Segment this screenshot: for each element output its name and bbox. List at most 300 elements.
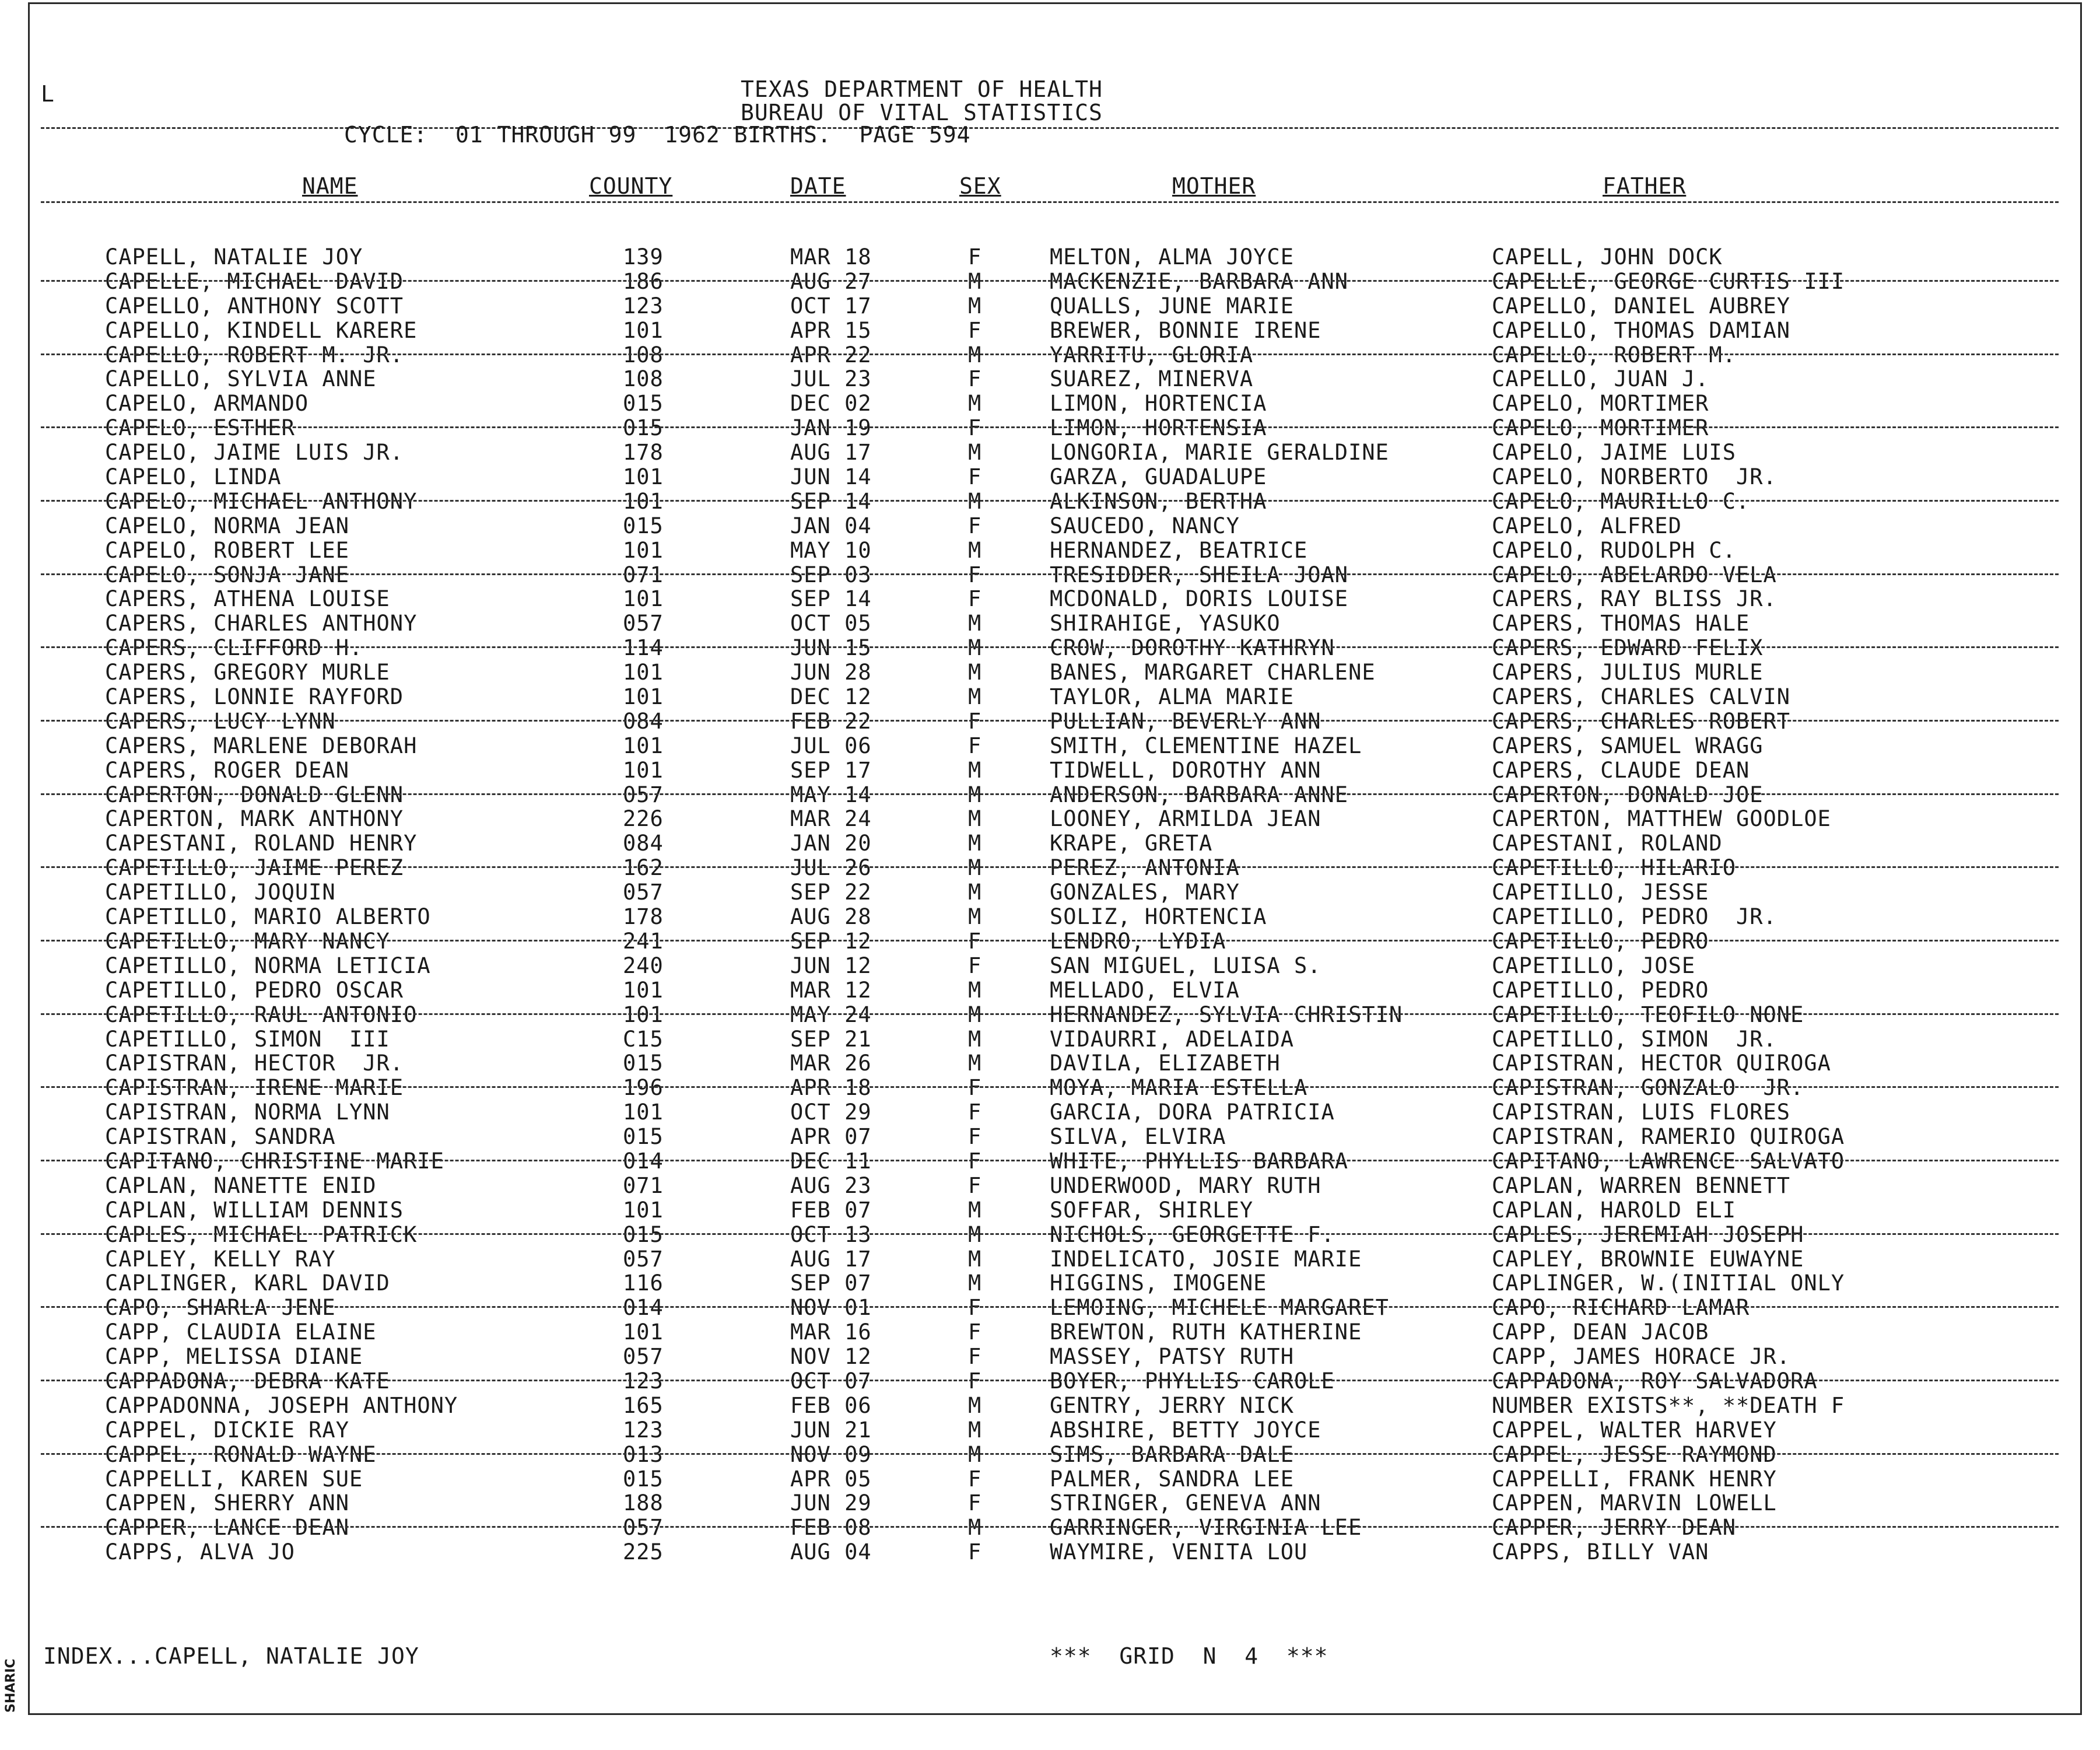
cell-date: SEP 21 <box>790 1026 872 1052</box>
side-label: SHARIC <box>3 1658 18 1713</box>
table-row <box>0 978 2100 1003</box>
table-row <box>0 1516 2100 1540</box>
cell-mother: LENDRO, LYDIA <box>1050 928 1226 954</box>
guide-rule <box>41 280 2059 282</box>
cell-mother: DAVILA, ELIZABETH <box>1050 1051 1281 1076</box>
cell-father: CAPISTRAN, HECTOR QUIROGA <box>1492 1051 1831 1076</box>
cell-date: MAY 10 <box>790 537 872 563</box>
cell-date: AUG 17 <box>790 1246 872 1272</box>
cell-mother: BANES, MARGARET CHARLENE <box>1050 660 1376 685</box>
cell-date: OCT 29 <box>790 1100 872 1125</box>
cell-sex: M <box>968 1002 982 1027</box>
cell-mother: WHITE, PHYLLIS BARBARA <box>1050 1148 1349 1174</box>
table-row <box>0 905 2100 929</box>
cell-name: CAPERS, CLIFFORD H. <box>105 635 363 661</box>
cell-name: CAPETILLO, MARY NANCY <box>105 928 390 954</box>
agency-title: TEXAS DEPARTMENT OF HEALTH <box>741 76 1103 102</box>
cell-county: 101 <box>623 488 664 514</box>
cell-father: CAPETILLO, PEDRO <box>1492 928 1709 954</box>
cell-father: CAPETILLO, JOSE <box>1492 953 1696 978</box>
table-row <box>0 270 2100 294</box>
cell-father: CAPISTRAN, RAMERIO QUIROGA <box>1492 1124 1845 1150</box>
cell-sex: M <box>968 537 982 563</box>
cell-date: APR 05 <box>790 1466 872 1492</box>
cell-mother: NICHOLS, GEORGETTE F. <box>1050 1222 1335 1247</box>
cell-date: MAR 26 <box>790 1051 872 1076</box>
cell-date: SEP 14 <box>790 488 872 514</box>
cell-father: CAPETILLO, JESSE <box>1492 880 1709 905</box>
cell-mother: GENTRY, JERRY NICK <box>1050 1392 1294 1418</box>
table-row <box>0 856 2100 880</box>
column-header-county: COUNTY <box>589 173 673 199</box>
cell-county: 071 <box>623 562 664 587</box>
cell-county: 165 <box>623 1392 664 1418</box>
cell-name: CAPPELLI, KAREN SUE <box>105 1466 363 1492</box>
cell-father: CAPERS, CLAUDE DEAN <box>1492 757 1750 783</box>
cell-mother: WAYMIRE, VENITA LOU <box>1050 1539 1308 1565</box>
cell-name: CAPPEL, RONALD WAYNE <box>105 1441 377 1467</box>
cell-father: CAPPS, BILLY VAN <box>1492 1539 1709 1565</box>
cell-county: 196 <box>623 1075 664 1101</box>
table-row <box>0 489 2100 514</box>
table-row <box>0 1345 2100 1369</box>
cell-name: CAPERS, ROGER DEAN <box>105 757 349 783</box>
cell-date: AUG 23 <box>790 1172 872 1198</box>
cell-date: SEP 03 <box>790 562 872 587</box>
table-row <box>0 807 2100 831</box>
guide-rule <box>41 354 2059 355</box>
cell-father: CAPELO, NORBERTO JR. <box>1492 464 1777 490</box>
cell-county: 101 <box>623 317 664 343</box>
table-row <box>0 1100 2100 1125</box>
cell-county: 084 <box>623 708 664 734</box>
cell-name: CAPPEN, SHERRY ANN <box>105 1490 349 1516</box>
cell-father: CAPLES, JEREMIAH JOSEPH <box>1492 1222 1804 1247</box>
cell-county: 015 <box>623 1222 664 1247</box>
cell-sex: F <box>968 317 982 343</box>
cell-father: CAPLAN, HAROLD ELI <box>1492 1197 1736 1223</box>
cell-father: CAPETILLO, PEDRO <box>1492 977 1709 1003</box>
cell-sex: M <box>968 611 982 636</box>
cell-name: CAPISTRAN, SANDRA <box>105 1124 336 1150</box>
cell-sex: F <box>968 1295 982 1321</box>
cell-mother: BREWER, BONNIE IRENE <box>1050 317 1321 343</box>
cell-mother: VIDAURRI, ADELAIDA <box>1050 1026 1294 1052</box>
cell-name: CAPELLO, ANTHONY SCOTT <box>105 293 404 318</box>
cycle-line: CYCLE: 01 THROUGH 99 1962 BIRTHS. PAGE 594 <box>344 122 971 148</box>
table-row <box>0 367 2100 391</box>
cell-name: CAPELLO, KINDELL KARERE <box>105 317 418 343</box>
cell-name: CAPETILLO, JAIME PEREZ <box>105 855 404 881</box>
cell-county: C15 <box>623 1026 664 1052</box>
cell-mother: PEREZ, ANTONIA <box>1050 855 1240 881</box>
guide-rule <box>41 500 2059 502</box>
cell-mother: GARCIA, DORA PATRICIA <box>1050 1100 1335 1125</box>
cell-sex: M <box>968 342 982 368</box>
cell-sex: F <box>968 708 982 734</box>
cell-name: CAPERS, CHARLES ANTHONY <box>105 611 418 636</box>
cell-mother: YARRITU, GLORIA <box>1050 342 1254 368</box>
cell-name: CAPELLO, ROBERT M. JR. <box>105 342 404 368</box>
cell-name: CAPERS, LONNIE RAYFORD <box>105 684 404 710</box>
cell-county: 101 <box>623 1197 664 1223</box>
cell-county: 123 <box>623 1417 664 1443</box>
cell-county: 057 <box>623 782 664 807</box>
cell-sex: F <box>968 1466 982 1492</box>
table-row <box>0 783 2100 807</box>
cell-father: CAPETILLO, PEDRO JR. <box>1492 904 1777 930</box>
cell-father: CAPELL, JOHN DOCK <box>1492 244 1723 270</box>
cell-date: AUG 17 <box>790 440 872 466</box>
cell-sex: F <box>968 464 982 490</box>
cell-sex: F <box>968 733 982 758</box>
cell-sex: M <box>968 440 982 466</box>
table-row <box>0 611 2100 636</box>
cell-sex: M <box>968 1222 982 1247</box>
cell-name: CAPELLE, MICHAEL DAVID <box>105 268 404 294</box>
cell-county: 240 <box>623 953 664 978</box>
cell-sex: M <box>968 488 982 514</box>
header-rule <box>41 127 2059 129</box>
cell-name: CAPETILLO, RAUL ANTONIO <box>105 1002 418 1027</box>
table-row <box>0 1467 2100 1492</box>
cell-county: 015 <box>623 1466 664 1492</box>
table-row <box>0 1003 2100 1027</box>
cell-father: CAPERS, THOMAS HALE <box>1492 611 1750 636</box>
cell-sex: F <box>968 415 982 441</box>
cell-name: CAPP, MELISSA DIANE <box>105 1344 363 1370</box>
guide-rule <box>41 720 2059 722</box>
table-row <box>0 294 2100 318</box>
cell-county: 114 <box>623 635 664 661</box>
cell-father: CAPELLO, ROBERT M. <box>1492 342 1736 368</box>
cell-mother: ALKINSON, BERTHA <box>1050 488 1267 514</box>
cell-sex: F <box>968 1539 982 1565</box>
cell-mother: TRESIDDER, SHEILA JOAN <box>1050 562 1349 587</box>
cell-name: CAPLINGER, KARL DAVID <box>105 1270 390 1296</box>
cell-county: 108 <box>623 366 664 392</box>
cell-name: CAPELO, ESTHER <box>105 415 295 441</box>
cell-name: CAPELO, ROBERT LEE <box>105 537 349 563</box>
guide-rule <box>41 866 2059 868</box>
cell-father: CAPELLO, JUAN J. <box>1492 366 1709 392</box>
cell-date: APR 07 <box>790 1124 872 1150</box>
cell-date: APR 22 <box>790 342 872 368</box>
cell-date: OCT 05 <box>790 611 872 636</box>
cell-county: 014 <box>623 1148 664 1174</box>
cell-date: SEP 22 <box>790 880 872 905</box>
table-row <box>0 954 2100 978</box>
cell-county: 178 <box>623 904 664 930</box>
corner-mark: L <box>41 81 55 107</box>
table-row <box>0 929 2100 954</box>
cell-date: SEP 14 <box>790 586 872 612</box>
cell-sex: M <box>968 1417 982 1443</box>
cell-county: 139 <box>623 244 664 270</box>
cell-sex: F <box>968 586 982 612</box>
cell-sex: M <box>968 635 982 661</box>
cell-sex: F <box>968 1124 982 1150</box>
cell-sex: F <box>968 1490 982 1516</box>
cell-father: CAPERS, CHARLES CALVIN <box>1492 684 1791 710</box>
cell-sex: F <box>968 366 982 392</box>
cell-county: 057 <box>623 611 664 636</box>
table-row <box>0 1296 2100 1320</box>
bureau-title: BUREAU OF VITAL STATISTICS <box>741 100 1103 125</box>
cell-father: CAPERS, EDWARD FELIX <box>1492 635 1764 661</box>
cell-name: CAPERS, ATHENA LOUISE <box>105 586 390 612</box>
cell-father: CAPERS, SAMUEL WRAGG <box>1492 733 1764 758</box>
cell-mother: SIMS, BARBARA DALE <box>1050 1441 1294 1467</box>
table-row <box>0 660 2100 685</box>
cell-father: CAPELO, JAIME LUIS <box>1492 440 1736 466</box>
cell-father: CAPLAN, WARREN BENNETT <box>1492 1172 1791 1198</box>
cell-name: CAPELO, LINDA <box>105 464 282 490</box>
table-row <box>0 318 2100 343</box>
table-row <box>0 416 2100 440</box>
cell-father: CAPLEY, BROWNIE EUWAYNE <box>1492 1246 1804 1272</box>
cell-sex: M <box>968 855 982 881</box>
cell-mother: CROW, DOROTHY KATHRYN <box>1050 635 1335 661</box>
cell-name: CAPLES, MICHAEL PATRICK <box>105 1222 418 1247</box>
column-header-father: FATHER <box>1603 173 1687 199</box>
cell-name: CAPPER, LANCE DEAN <box>105 1515 349 1541</box>
cell-date: NOV 01 <box>790 1295 872 1321</box>
cell-father: CAPERTON, MATTHEW GOODLOE <box>1492 806 1831 832</box>
cell-date: MAR 24 <box>790 806 872 832</box>
cell-county: 108 <box>623 342 664 368</box>
cell-county: 101 <box>623 1002 664 1027</box>
table-row <box>0 1027 2100 1052</box>
cell-name: CAPETILLO, PEDRO OSCAR <box>105 977 404 1003</box>
cell-name: CAPELL, NATALIE JOY <box>105 244 363 270</box>
table-row <box>0 734 2100 758</box>
cell-name: CAPELO, NORMA JEAN <box>105 513 349 538</box>
cell-county: 101 <box>623 464 664 490</box>
cell-date: JUL 23 <box>790 366 872 392</box>
cell-mother: TAYLOR, ALMA MARIE <box>1050 684 1294 710</box>
cell-name: CAPETILLO, JOQUIN <box>105 880 336 905</box>
cell-date: AUG 28 <box>790 904 872 930</box>
cell-mother: SAUCEDO, NANCY <box>1050 513 1240 538</box>
cell-county: 013 <box>623 1441 664 1467</box>
guide-rule <box>41 1233 2059 1235</box>
cell-date: OCT 17 <box>790 293 872 318</box>
cell-father: CAPPEL, WALTER HARVEY <box>1492 1417 1777 1443</box>
cell-name: CAPERTON, MARK ANTHONY <box>105 806 404 832</box>
cell-county: 123 <box>623 1368 664 1394</box>
table-row <box>0 880 2100 905</box>
cell-sex: F <box>968 928 982 954</box>
cell-mother: LIMON, HORTENCIA <box>1050 391 1267 416</box>
cell-county: 015 <box>623 391 664 416</box>
cell-sex: M <box>968 977 982 1003</box>
table-row <box>0 1443 2100 1467</box>
cell-sex: F <box>968 1344 982 1370</box>
cell-mother: SAN MIGUEL, LUISA S. <box>1050 953 1321 978</box>
cell-date: MAR 12 <box>790 977 872 1003</box>
cell-date: JAN 04 <box>790 513 872 538</box>
cell-mother: PULLIAN, BEVERLY ANN <box>1050 708 1321 734</box>
cell-sex: M <box>968 1197 982 1223</box>
cell-mother: HERNANDEZ, BEATRICE <box>1050 537 1308 563</box>
cell-date: MAR 18 <box>790 244 872 270</box>
table-row <box>0 1271 2100 1296</box>
cell-mother: GONZALES, MARY <box>1050 880 1240 905</box>
cell-name: CAPITANO, CHRISTINE MARIE <box>105 1148 444 1174</box>
cell-mother: HERNANDEZ, SYLVIA CHRISTIN <box>1050 1002 1403 1027</box>
cell-date: MAR 16 <box>790 1320 872 1345</box>
cell-name: CAPERTON, DONALD GLENN <box>105 782 404 807</box>
table-row <box>0 1174 2100 1198</box>
table-row <box>0 1223 2100 1247</box>
table-row <box>0 1320 2100 1345</box>
cell-father: CAPERS, RAY BLISS JR. <box>1492 586 1777 612</box>
table-row <box>0 1125 2100 1149</box>
cell-mother: SMITH, CLEMENTINE HAZEL <box>1050 733 1362 758</box>
cell-mother: HIGGINS, IMOGENE <box>1050 1270 1267 1296</box>
cell-county: 188 <box>623 1490 664 1516</box>
cell-mother: ANDERSON, BARBARA ANNE <box>1050 782 1349 807</box>
cell-father: CAPPELLI, FRANK HENRY <box>1492 1466 1777 1492</box>
table-row <box>0 1076 2100 1100</box>
cell-name: CAPESTANI, ROLAND HENRY <box>105 831 418 856</box>
records-table <box>0 245 2100 1564</box>
cell-mother: SUAREZ, MINERVA <box>1050 366 1254 392</box>
cell-date: APR 18 <box>790 1075 872 1101</box>
cell-county: 226 <box>623 806 664 832</box>
cell-father: CAPELLE, GEORGE CURTIS III <box>1492 268 1845 294</box>
cell-mother: BOYER, PHYLLIS CAROLE <box>1050 1368 1335 1394</box>
cell-mother: TIDWELL, DOROTHY ANN <box>1050 757 1321 783</box>
cell-father: CAPELLO, THOMAS DAMIAN <box>1492 317 1791 343</box>
cell-name: CAPP, CLAUDIA ELAINE <box>105 1320 377 1345</box>
cell-county: 101 <box>623 977 664 1003</box>
guide-rule <box>41 940 2059 942</box>
table-row <box>0 831 2100 856</box>
cell-date: JUN 21 <box>790 1417 872 1443</box>
cell-mother: SHIRAHIGE, YASUKO <box>1050 611 1281 636</box>
cell-county: 178 <box>623 440 664 466</box>
cell-mother: LOONEY, ARMILDA JEAN <box>1050 806 1321 832</box>
cell-name: CAPISTRAN, HECTOR JR. <box>105 1051 404 1076</box>
cell-sex: M <box>968 1392 982 1418</box>
cell-county: 123 <box>623 293 664 318</box>
cell-county: 101 <box>623 537 664 563</box>
cell-name: CAPPEL, DICKIE RAY <box>105 1417 349 1443</box>
cell-county: 057 <box>623 880 664 905</box>
cell-date: SEP 07 <box>790 1270 872 1296</box>
cell-name: CAPLAN, NANETTE ENID <box>105 1172 377 1198</box>
guide-rule <box>41 793 2059 795</box>
cell-sex: M <box>968 831 982 856</box>
table-row <box>0 1540 2100 1564</box>
cell-sex: F <box>968 244 982 270</box>
cell-county: 015 <box>623 1124 664 1150</box>
guide-rule <box>41 1086 2059 1088</box>
cell-county: 101 <box>623 733 664 758</box>
cell-county: 057 <box>623 1246 664 1272</box>
cell-father: CAPETILLO, HILARIO <box>1492 855 1736 881</box>
cell-father: CAPITANO, LAWRENCE SALVATO <box>1492 1148 1845 1174</box>
cell-county: 084 <box>623 831 664 856</box>
cell-mother: BREWTON, RUTH KATHERINE <box>1050 1320 1362 1345</box>
table-row <box>0 1051 2100 1076</box>
table-row <box>0 465 2100 489</box>
cell-name: CAPELO, ARMANDO <box>105 391 309 416</box>
table-row <box>0 1369 2100 1394</box>
cell-county: 101 <box>623 660 664 685</box>
cell-date: JUL 06 <box>790 733 872 758</box>
cell-father: NUMBER EXISTS**, **DEATH F <box>1492 1392 1845 1418</box>
cell-sex: F <box>968 1100 982 1125</box>
cell-mother: MELTON, ALMA JOYCE <box>1050 244 1294 270</box>
table-row <box>0 1247 2100 1272</box>
cell-father: CAPELO, MORTIMER <box>1492 415 1709 441</box>
cell-sex: M <box>968 904 982 930</box>
cell-father: CAPELO, ALFRED <box>1492 513 1682 538</box>
cell-date: FEB 08 <box>790 1515 872 1541</box>
cell-name: CAPERS, LUCY LYNN <box>105 708 336 734</box>
cell-sex: M <box>968 391 982 416</box>
cell-father: CAPO, RICHARD LAMAR <box>1492 1295 1750 1321</box>
cell-date: JUN 15 <box>790 635 872 661</box>
cell-sex: M <box>968 757 982 783</box>
cell-sex: M <box>968 1515 982 1541</box>
guide-rule <box>41 1306 2059 1308</box>
cell-mother: LIMON, HORTENSIA <box>1050 415 1267 441</box>
cell-father: CAPERS, JULIUS MURLE <box>1492 660 1764 685</box>
cell-sex: F <box>968 1148 982 1174</box>
guide-rule <box>41 573 2059 575</box>
cell-date: OCT 07 <box>790 1368 872 1394</box>
cell-date: NOV 12 <box>790 1344 872 1370</box>
cell-name: CAPO, SHARLA JENE <box>105 1295 336 1321</box>
cell-mother: SOFFAR, SHIRLEY <box>1050 1197 1254 1223</box>
cell-county: 162 <box>623 855 664 881</box>
cell-father: CAPPEN, MARVIN LOWELL <box>1492 1490 1777 1516</box>
table-row <box>0 1198 2100 1223</box>
cell-name: CAPERS, MARLENE DEBORAH <box>105 733 418 758</box>
guide-rule <box>41 1160 2059 1161</box>
cell-date: MAY 14 <box>790 782 872 807</box>
cell-county: 241 <box>623 928 664 954</box>
cell-mother: KRAPE, GRETA <box>1050 831 1213 856</box>
cell-sex: F <box>968 513 982 538</box>
table-row <box>0 758 2100 783</box>
cell-date: JUN 12 <box>790 953 872 978</box>
cell-mother: ABSHIRE, BETTY JOYCE <box>1050 1417 1321 1443</box>
cell-father: CAPPER, JERRY DEAN <box>1492 1515 1736 1541</box>
guide-rule <box>41 646 2059 648</box>
cell-sex: F <box>968 1320 982 1345</box>
cell-date: SEP 12 <box>790 928 872 954</box>
cell-father: CAPERS, CHARLES ROBERT <box>1492 708 1791 734</box>
cell-father: CAPELO, MORTIMER <box>1492 391 1709 416</box>
cell-name: CAPISTRAN, NORMA LYNN <box>105 1100 390 1125</box>
cell-name: CAPETILLO, MARIO ALBERTO <box>105 904 431 930</box>
cell-county: 101 <box>623 757 664 783</box>
cell-father: CAPESTANI, ROLAND <box>1492 831 1723 856</box>
cell-name: CAPPS, ALVA JO <box>105 1539 295 1565</box>
cell-date: JUL 26 <box>790 855 872 881</box>
cell-mother: MOYA, MARIA ESTELLA <box>1050 1075 1308 1101</box>
cell-father: CAPISTRAN, LUIS FLORES <box>1492 1100 1791 1125</box>
cell-county: 116 <box>623 1270 664 1296</box>
cell-mother: INDELICATO, JOSIE MARIE <box>1050 1246 1362 1272</box>
cell-father: CAPELO, ABELARDO VELA <box>1492 562 1777 587</box>
cell-father: CAPPEL, JESSE RAYMOND <box>1492 1441 1777 1467</box>
